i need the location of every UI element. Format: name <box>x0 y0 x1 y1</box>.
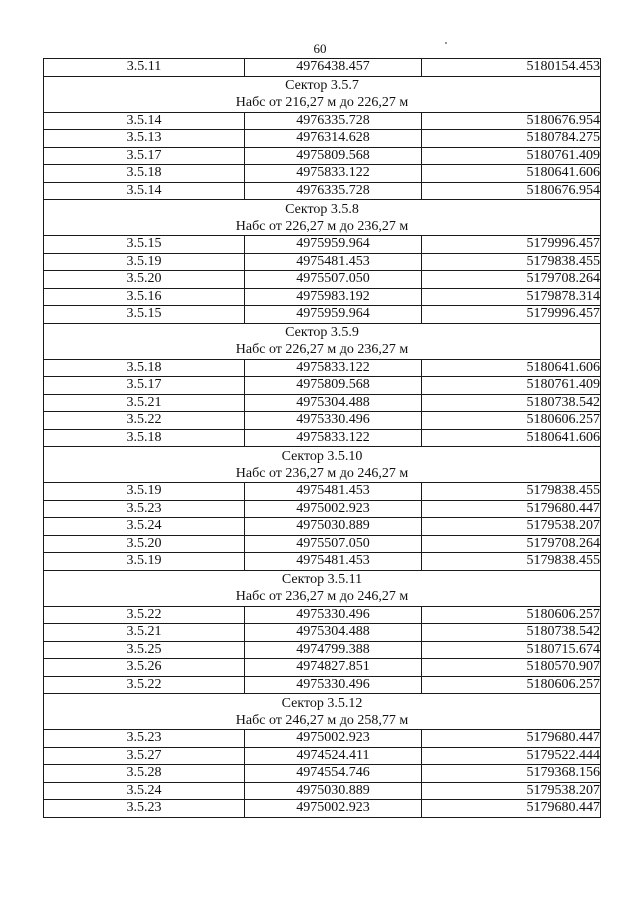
sector-header-row <box>44 570 601 606</box>
y-coordinate-cell: 5180606.257 <box>422 412 601 430</box>
point-number-cell: 3.5.19 <box>44 483 245 501</box>
y-coordinate-cell: 5180715.674 <box>422 641 601 659</box>
table-row <box>44 253 601 271</box>
table-row <box>44 112 601 130</box>
sector-header-cell <box>44 200 601 236</box>
y-coordinate-cell: 5180641.606 <box>422 429 601 447</box>
table-row <box>44 800 601 818</box>
sector-title: Сектор 3.5.7 <box>285 78 359 93</box>
sector-title: Сектор 3.5.11 <box>281 572 363 587</box>
x-coordinate-cell: 4975507.050 <box>245 271 422 289</box>
table-row <box>44 659 601 677</box>
point-number-cell: 3.5.19 <box>44 253 245 271</box>
table-row <box>44 641 601 659</box>
y-coordinate-cell: 5180738.542 <box>422 394 601 412</box>
point-number-cell: 3.5.18 <box>44 429 245 447</box>
y-coordinate-cell: 5179838.455 <box>422 483 601 501</box>
x-coordinate-cell: 4975304.488 <box>245 394 422 412</box>
point-number-cell: 3.5.23 <box>44 500 245 518</box>
x-coordinate-cell: 4975002.923 <box>245 730 422 748</box>
x-coordinate-cell: 4975002.923 <box>245 800 422 818</box>
sector-altitude-range: Набс от 246,27 м до 258,77 м <box>235 712 409 728</box>
point-number-cell: 3.5.21 <box>44 394 245 412</box>
point-number-cell: 3.5.11 <box>44 59 245 77</box>
point-number-cell: 3.5.13 <box>44 130 245 148</box>
x-coordinate-cell: 4974799.388 <box>245 641 422 659</box>
table-row <box>44 765 601 783</box>
table-row <box>44 288 601 306</box>
x-coordinate-cell: 4975481.453 <box>245 553 422 571</box>
point-number-cell: 3.5.24 <box>44 782 245 800</box>
table-row <box>44 182 601 200</box>
y-coordinate-cell: 5180676.954 <box>422 182 601 200</box>
y-coordinate-cell: 5179708.264 <box>422 535 601 553</box>
point-number-cell: 3.5.21 <box>44 624 245 642</box>
x-coordinate-cell: 4975833.122 <box>245 429 422 447</box>
y-coordinate-cell: 5180784.275 <box>422 130 601 148</box>
x-coordinate-cell: 4974554.746 <box>245 765 422 783</box>
sector-altitude-range: Набс от 216,27 м до 226,27 м <box>235 95 409 110</box>
x-coordinate-cell: 4975030.889 <box>245 782 422 800</box>
sector-altitude-range: Набс от 236,27 м до 246,27 м <box>235 589 409 604</box>
y-coordinate-cell: 5179522.444 <box>422 747 601 765</box>
y-coordinate-cell: 5180738.542 <box>422 624 601 642</box>
x-coordinate-cell: 4975833.122 <box>245 165 422 183</box>
y-coordinate-cell: 5179368.156 <box>422 765 601 783</box>
table-row <box>44 606 601 624</box>
point-number-cell: 3.5.15 <box>44 306 245 324</box>
y-coordinate-cell: 5179996.457 <box>422 236 601 254</box>
page-number: 60 <box>313 41 327 56</box>
sector-header-cell <box>44 323 601 359</box>
sector-altitude-range: Набс от 236,27 м до 246,27 м <box>235 465 409 481</box>
y-coordinate-cell: 5179538.207 <box>422 518 601 536</box>
x-coordinate-cell: 4975959.964 <box>245 236 422 254</box>
y-coordinate-cell: 5179680.447 <box>422 500 601 518</box>
point-number-cell: 3.5.22 <box>44 412 245 430</box>
y-coordinate-cell: 5180676.954 <box>422 112 601 130</box>
sector-header-cell <box>44 76 601 112</box>
point-number-cell: 3.5.14 <box>44 112 245 130</box>
point-number-cell: 3.5.20 <box>44 271 245 289</box>
table-row <box>44 518 601 536</box>
point-number-cell: 3.5.27 <box>44 747 245 765</box>
x-coordinate-cell: 4975809.568 <box>245 377 422 395</box>
point-number-cell: 3.5.18 <box>44 359 245 377</box>
y-coordinate-cell: 5179996.457 <box>422 306 601 324</box>
x-coordinate-cell: 4976438.457 <box>245 59 422 77</box>
y-coordinate-cell: 5179708.264 <box>422 271 601 289</box>
coordinates-table <box>43 58 601 818</box>
point-number-cell: 3.5.26 <box>44 659 245 677</box>
point-number-cell: 3.5.22 <box>44 676 245 694</box>
table-row <box>44 59 601 77</box>
table-row <box>44 535 601 553</box>
sector-altitude-range: Набс от 226,27 м до 236,27 м <box>235 218 409 234</box>
point-number-cell: 3.5.15 <box>44 236 245 254</box>
point-number-cell: 3.5.23 <box>44 730 245 748</box>
table-row <box>44 676 601 694</box>
sector-header-cell <box>44 694 601 730</box>
y-coordinate-cell: 5179538.207 <box>422 782 601 800</box>
point-number-cell: 3.5.17 <box>44 147 245 165</box>
sector-header-row <box>44 694 601 730</box>
sector-header-cell <box>44 447 601 483</box>
point-number-cell: 3.5.22 <box>44 606 245 624</box>
table-row <box>44 747 601 765</box>
sector-header-row <box>44 76 601 112</box>
point-number-cell: 3.5.19 <box>44 553 245 571</box>
coordinates-table-body <box>44 59 601 818</box>
x-coordinate-cell: 4975481.453 <box>245 483 422 501</box>
x-coordinate-cell: 4974827.851 <box>245 659 422 677</box>
y-coordinate-cell: 5180641.606 <box>422 165 601 183</box>
table-row <box>44 412 601 430</box>
table-row <box>44 394 601 412</box>
x-coordinate-cell: 4975330.496 <box>245 412 422 430</box>
scan-speck <box>445 42 447 44</box>
x-coordinate-cell: 4975833.122 <box>245 359 422 377</box>
point-number-cell: 3.5.20 <box>44 535 245 553</box>
point-number-cell: 3.5.24 <box>44 518 245 536</box>
x-coordinate-cell: 4975030.889 <box>245 518 422 536</box>
x-coordinate-cell: 4975002.923 <box>245 500 422 518</box>
x-coordinate-cell: 4975809.568 <box>245 147 422 165</box>
table-row <box>44 271 601 289</box>
point-number-cell: 3.5.28 <box>44 765 245 783</box>
table-row <box>44 359 601 377</box>
sector-title: Сектор 3.5.9 <box>285 325 359 340</box>
y-coordinate-cell: 5180606.257 <box>422 606 601 624</box>
table-row <box>44 306 601 324</box>
sector-header-row <box>44 323 601 359</box>
sector-title: Сектор 3.5.8 <box>285 201 359 217</box>
y-coordinate-cell: 5179838.455 <box>422 553 601 571</box>
point-number-cell: 3.5.25 <box>44 641 245 659</box>
sector-header-cell <box>44 570 601 606</box>
table-row <box>44 782 601 800</box>
point-number-cell: 3.5.17 <box>44 377 245 395</box>
x-coordinate-cell: 4975507.050 <box>245 535 422 553</box>
sector-altitude-range: Набс от 226,27 м до 236,27 м <box>235 342 409 357</box>
point-number-cell: 3.5.16 <box>44 288 245 306</box>
table-row <box>44 429 601 447</box>
x-coordinate-cell: 4976335.728 <box>245 182 422 200</box>
sector-title: Сектор 3.5.12 <box>281 695 363 711</box>
x-coordinate-cell: 4975330.496 <box>245 676 422 694</box>
table-row <box>44 483 601 501</box>
table-row <box>44 730 601 748</box>
y-coordinate-cell: 5180761.409 <box>422 147 601 165</box>
x-coordinate-cell: 4975304.488 <box>245 624 422 642</box>
point-number-cell: 3.5.23 <box>44 800 245 818</box>
point-number-cell: 3.5.14 <box>44 182 245 200</box>
y-coordinate-cell: 5179878.314 <box>422 288 601 306</box>
table-row <box>44 165 601 183</box>
x-coordinate-cell: 4974524.411 <box>245 747 422 765</box>
sector-header-row <box>44 200 601 236</box>
x-coordinate-cell: 4975481.453 <box>245 253 422 271</box>
y-coordinate-cell: 5180606.257 <box>422 676 601 694</box>
y-coordinate-cell: 5180570.907 <box>422 659 601 677</box>
y-coordinate-cell: 5180641.606 <box>422 359 601 377</box>
point-number-cell: 3.5.18 <box>44 165 245 183</box>
table-row <box>44 147 601 165</box>
x-coordinate-cell: 4976335.728 <box>245 112 422 130</box>
table-row <box>44 236 601 254</box>
y-coordinate-cell: 5179680.447 <box>422 800 601 818</box>
table-row <box>44 130 601 148</box>
x-coordinate-cell: 4975330.496 <box>245 606 422 624</box>
table-row <box>44 377 601 395</box>
y-coordinate-cell: 5180154.453 <box>422 59 601 77</box>
table-row <box>44 500 601 518</box>
table-row <box>44 553 601 571</box>
table-row <box>44 624 601 642</box>
y-coordinate-cell: 5179838.455 <box>422 253 601 271</box>
sector-header-row <box>44 447 601 483</box>
x-coordinate-cell: 4975959.964 <box>245 306 422 324</box>
y-coordinate-cell: 5179680.447 <box>422 730 601 748</box>
x-coordinate-cell: 4976314.628 <box>245 130 422 148</box>
sector-title: Сектор 3.5.10 <box>281 448 363 464</box>
y-coordinate-cell: 5180761.409 <box>422 377 601 395</box>
x-coordinate-cell: 4975983.192 <box>245 288 422 306</box>
